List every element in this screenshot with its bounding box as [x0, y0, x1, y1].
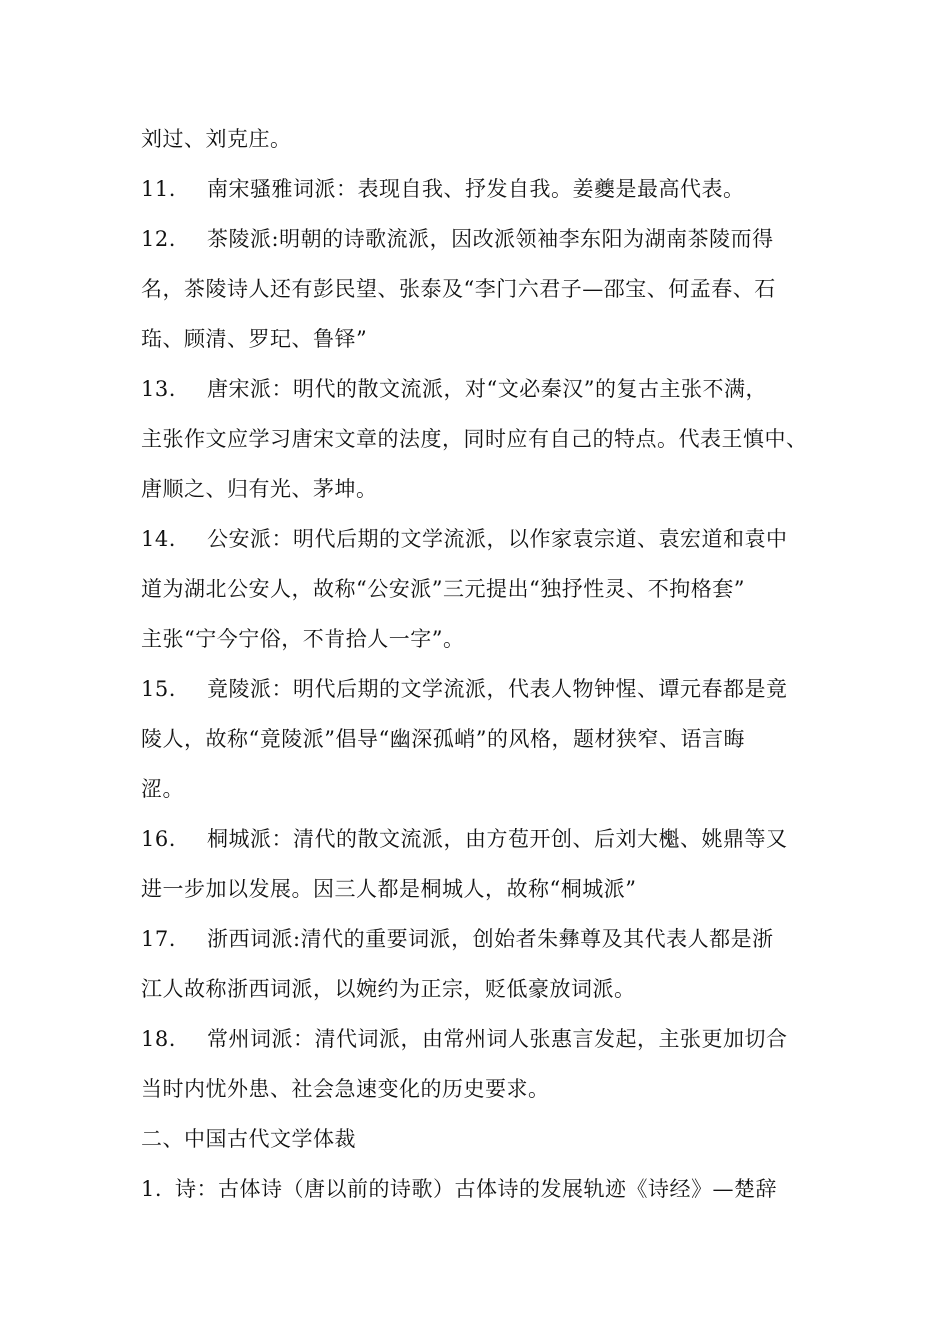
list-item [141, 1024, 841, 1054]
text-line [141, 624, 841, 654]
line-text: 江人故称浙西词派，以婉约为正宗，贬低豪放词派。 [141, 977, 636, 1001]
list-item [141, 924, 841, 954]
item-number: 12. [141, 227, 176, 251]
line-text: 主张作文应学习唐宋文章的法度，同时应有自己的特点。代表王慎中、 [141, 427, 808, 451]
text-line [141, 324, 841, 354]
line-text: 唐顺之、归有光、茅坤。 [141, 477, 378, 501]
item-number: 16. [141, 827, 176, 851]
line-text: 名，茶陵诗人还有彭民望、张泰及“李门六君子—邵宝、何孟春、石 [141, 277, 776, 301]
line-text: 茶陵派:明朝的诗歌流派，因改派领袖李东阳为湖南茶陵而得 [207, 227, 774, 251]
text-line [141, 874, 841, 904]
list-item [141, 1174, 841, 1204]
list-item [141, 224, 841, 254]
list-item [141, 374, 841, 404]
line-text: 进一步加以发展。因三人都是桐城人，故称“桐城派” [141, 877, 637, 901]
text-line [141, 974, 841, 1004]
text-line [141, 274, 841, 304]
line-text: 唐宋派：明代的散文流派，对“文必秦汉”的复古主张不满， [207, 377, 767, 401]
text-line [141, 774, 841, 804]
line-text: 桐城派：清代的散文流派，由方苞开创、后刘大櫆、姚鼎等又 [207, 827, 788, 851]
text-line [141, 1074, 841, 1104]
text-line [141, 474, 841, 504]
item-number: 1. [141, 1177, 163, 1201]
list-item [141, 174, 841, 204]
item-number: 18. [141, 1027, 176, 1051]
item-number: 14. [141, 527, 176, 551]
heading-text: 二、中国古代文学体裁 [141, 1127, 356, 1151]
line-text: 常州词派：清代词派，由常州词人张惠言发起，主张更加切合 [207, 1027, 788, 1051]
line-text: 主张“宁今宁俗，不肯拾人一字”。 [141, 627, 465, 651]
line-text: 南宋骚雅词派：表现自我、抒发自我。姜夔是最高代表。 [207, 177, 745, 201]
text-line [141, 424, 841, 454]
text-line [141, 124, 841, 154]
line-text: 当时内忧外患、社会急速变化的历史要求。 [141, 1077, 550, 1101]
line-text: 涩。 [141, 777, 184, 801]
section-heading [141, 1124, 841, 1154]
item-number: 11. [141, 177, 176, 201]
line-text: 诗：古体诗（唐以前的诗歌）古体诗的发展轨迹《诗经》—楚辞 [175, 1177, 777, 1201]
item-number: 17. [141, 927, 176, 951]
list-item [141, 524, 841, 554]
line-text: 竟陵派：明代后期的文学流派，代表人物钟惺、谭元春都是竟 [207, 677, 788, 701]
line-text: 公安派：明代后期的文学流派，以作家袁宗道、袁宏道和袁中 [207, 527, 788, 551]
list-item [141, 674, 841, 704]
list-item [141, 824, 841, 854]
item-number: 13. [141, 377, 176, 401]
line-text: 珤、顾清、罗玘、鲁铎” [141, 327, 368, 351]
text-line [141, 724, 841, 754]
line-text: 浙西词派:清代的重要词派，创始者朱彝尊及其代表人都是浙 [207, 927, 774, 951]
line-text: 陵人，故称“竟陵派”倡导“幽深孤峭”的风格，题材狭窄、语言晦 [141, 727, 745, 751]
text-line [141, 574, 841, 604]
line-text: 刘过、刘克庄。 [141, 127, 292, 151]
line-text: 道为湖北公安人，故称“公安派”三元提出“独抒性灵、不拘格套” [141, 577, 745, 601]
item-number: 15. [141, 677, 176, 701]
